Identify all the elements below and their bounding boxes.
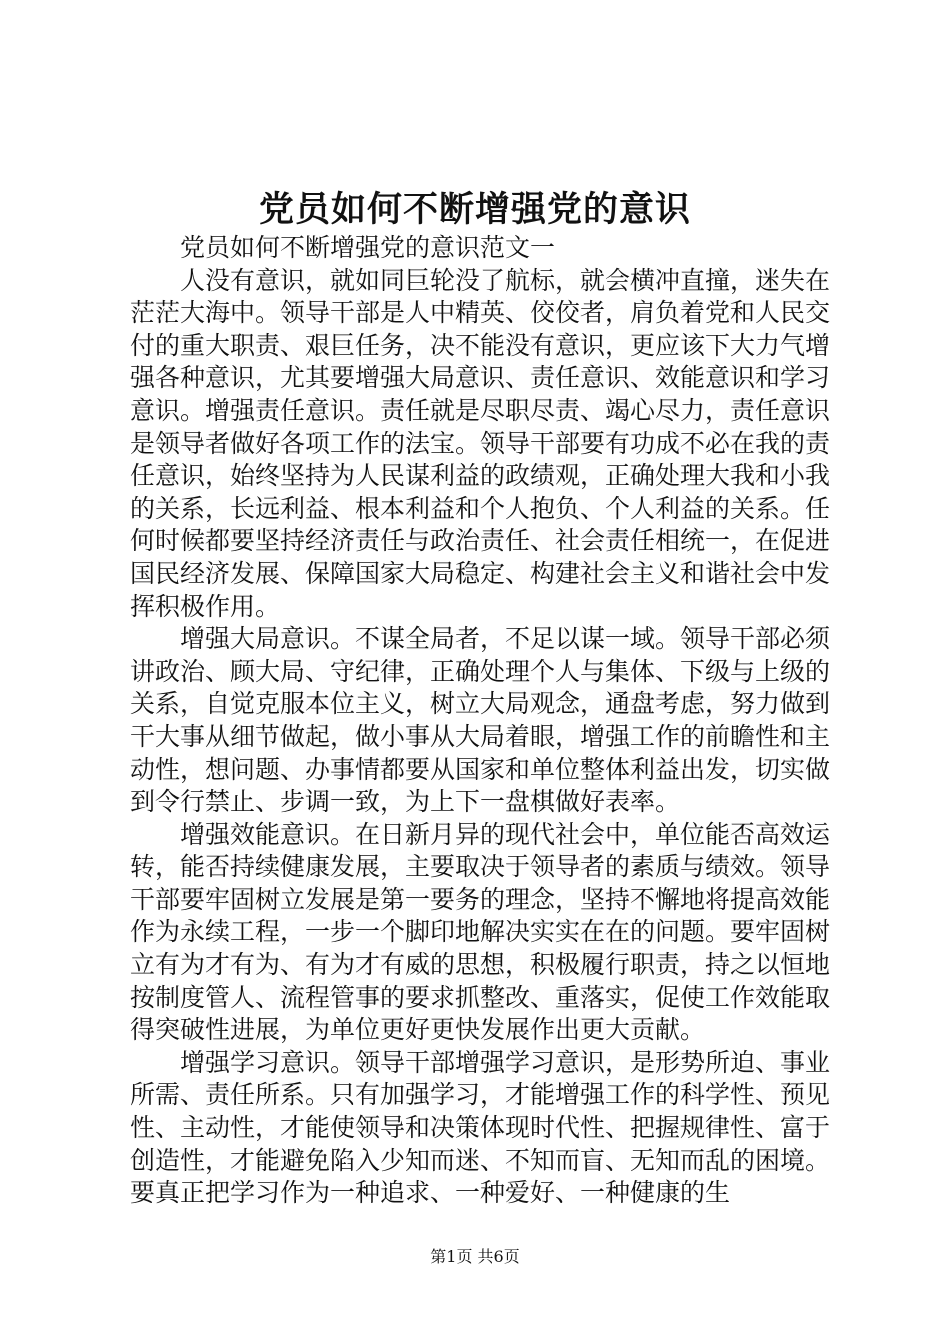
document-subtitle: 党员如何不断增强党的意识范文一	[180, 233, 556, 262]
page-footer: 第1页 共6页	[430, 1247, 520, 1266]
paragraph: 增强学习意识。领导干部增强学习意识，是形势所迫、事业所需、责任所系。只有加强学习，才能增强工作的科学性、预见性、主动性，才能使领导和决策体现时代性、把握规律性、富于创造性，才能避免陷入少知而迷、不知而盲、无知而乱的困境。要真正把学习作为一种追求、一种爱好、一种健康的生	[130, 1047, 831, 1208]
paragraph: 人没有意识，就如同巨轮没了航标，就会横冲直撞，迷失在茫茫大海中。领导干部是人中精英、佼佼者，肩负着党和人民交付的重大职责、艰巨任务，决不能没有意识，更应该下大力气增强各种意识，尤其要增强大局意识、责任意识、效能意识和学习意识。增强责任意识。责任就是尽职尽责、竭心尽力，责任意识是领导者做好各项工作的法宝。领导干部要有功成不必在我的责任意识，始终坚持为人民谋利益的政绩观，正确处理大我和小我的关系，长远利益、根本利益和个人抱负、个人利益的关系。任何时候都要坚持经济责任与政治责任、社会责任相统一，在促进国民经济发展、保障国家大局稳定、构建社会主义和谐社会中发挥积极作用。	[130, 265, 831, 621]
paragraph: 增强效能意识。在日新月异的现代社会中，单位能否高效运转，能否持续健康发展，主要取决于领导者的素质与绩效。领导干部要牢固树立发展是第一要务的理念，坚持不懈地将提高效能作为永续工程，一步一个脚印地解决实实在在的问题。要牢固树立有为才有为、有为才有威的思想，积极履行职责，持之以恒地按制度管人、流程管事的要求抓整改、重落实，促使工作效能取得突破性进展，为单位更好更快发展作出更大贡献。	[130, 819, 831, 1045]
document-body	[130, 232, 830, 1210]
document-title: 党员如何不断增强党的意识	[258, 189, 691, 230]
paragraph: 增强大局意识。不谋全局者，不足以谋一域。领导干部必须讲政治、顾大局、守纪律，正确处理个人与集体、下级与上级的关系，自觉克服本位主义，树立大局观念，通盘考虑，努力做到干大事从细节做起，做小事从大局着眼，增强工作的前瞻性和主动性，想问题、办事情都要从国家和单位整体利益出发，切实做到令行禁止、步调一致，为上下一盘棋做好表率。	[130, 624, 831, 817]
